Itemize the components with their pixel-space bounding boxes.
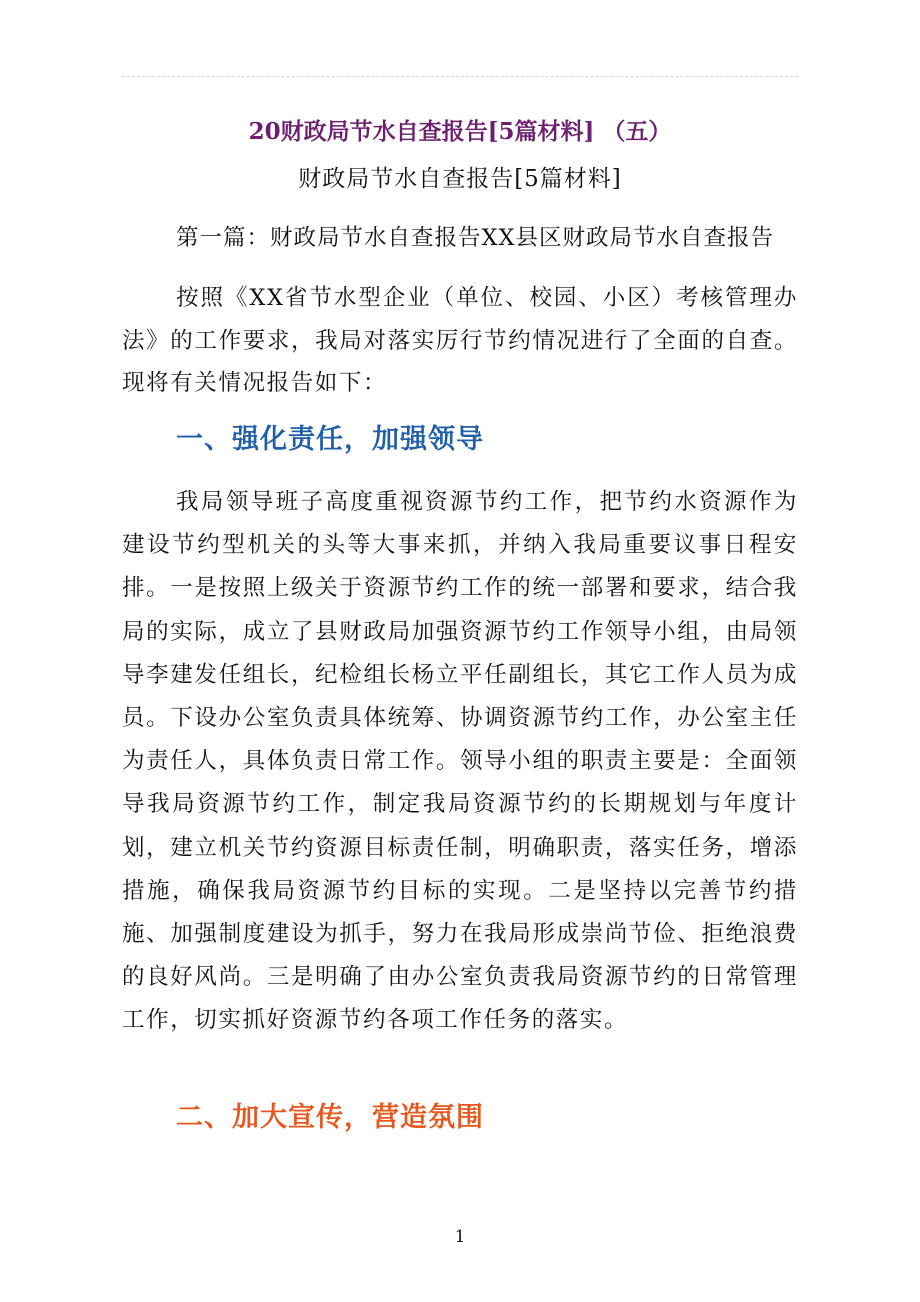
body-paragraph: 我局领导班子高度重视资源节约工作，把节约水资源作为建设节约型机关的头等大事来抓，并纳入我局重要议事日程安排。一是按照上级关于资源节约工作的统一部署和要求，结合我局的实际，成立了县财政局加强资源节约工作领导小组，由局领导李建发任组长，纪检组长杨立平任副组长，其它工作人员为成员。下设办公室负责具体统筹、协调资源节约工作，办公室主任为责任人，具体负责日常工作。领导小组的职责主要是：全面领导我局资源节约工作，制定我局资源节约的长期规划与年度计划，建立机关节约资源目标责任制，明确职责，落实任务，增添措施，确保我局资源节约目标的实现。二是坚持以完善节约措施、加强制度建设为抓手，努力在我局形成崇尚节俭、拒绝浪费的良好风尚。三是明确了由办公室负责我局资源节约的日常管理工作，切实抓好资源节约各项工作任务的落实。: [122, 489, 798, 1034]
section-heading-1: 一、强化责任，加强领导: [176, 424, 484, 455]
document-title: 20财政局节水自查报告[5篇材料] （五）: [248, 118, 672, 145]
page-number: 1: [454, 1227, 466, 1247]
intro-paragraph: 按照《XX省节水型企业（单位、校园、小区）考核管理办法》的工作要求，我局对落实厉行节约情况进行了全面的自查。现将有关情况报告如下：: [122, 285, 798, 396]
document-subtitle: 财政局节水自查报告[5篇材料]: [298, 166, 622, 192]
section-heading-2: 二、加大宣传，营造氛围: [176, 1102, 484, 1133]
header-rule: [122, 76, 798, 77]
chapter-heading: 第一篇：财政局节水自查报告XX县区财政局节水自查报告: [176, 225, 775, 251]
